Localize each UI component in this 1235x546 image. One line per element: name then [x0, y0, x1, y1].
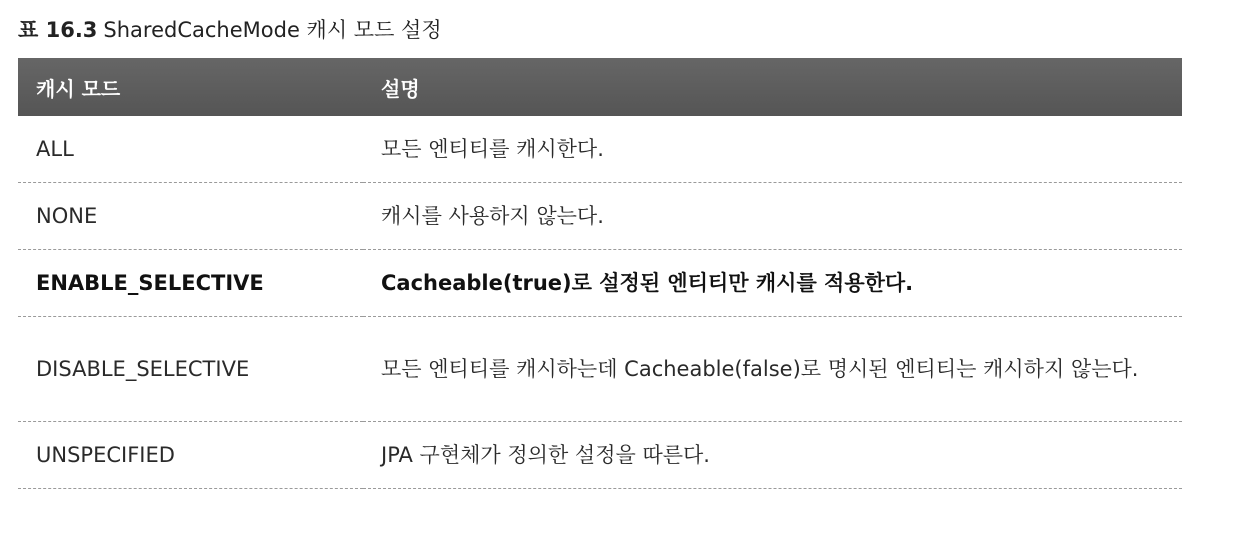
table-row [18, 183, 1182, 250]
table-header-row [18, 58, 1182, 116]
table-number: 표 16.3 [18, 18, 98, 42]
table-caption [18, 16, 442, 44]
row-description: Cacheable(true)로 설정된 엔티티만 캐시를 적용한다. [363, 250, 1182, 317]
row-mode: NONE [18, 183, 363, 250]
row-mode: UNSPECIFIED [18, 422, 363, 489]
table-row-highlighted [18, 250, 1182, 317]
table-row [18, 317, 1182, 422]
table-row [18, 116, 1182, 183]
row-description: 캐시를 사용하지 않는다. [363, 183, 1182, 250]
row-mode: ALL [18, 116, 363, 183]
row-description: 모든 엔티티를 캐시하는데 Cacheable(false)로 명시된 엔티티는 캐시하지 않는다. [363, 317, 1182, 422]
header-cache-mode: 캐시 모드 [18, 58, 363, 116]
row-mode: ENABLE_SELECTIVE [18, 250, 363, 317]
table-row [18, 422, 1182, 489]
cache-mode-table [18, 58, 1182, 489]
row-mode: DISABLE_SELECTIVE [18, 317, 363, 422]
header-description: 설명 [363, 58, 1182, 116]
row-description: 모든 엔티티를 캐시한다. [363, 116, 1182, 183]
table-title: SharedCacheMode 캐시 모드 설정 [103, 18, 442, 42]
row-description: JPA 구현체가 정의한 설정을 따른다. [363, 422, 1182, 489]
